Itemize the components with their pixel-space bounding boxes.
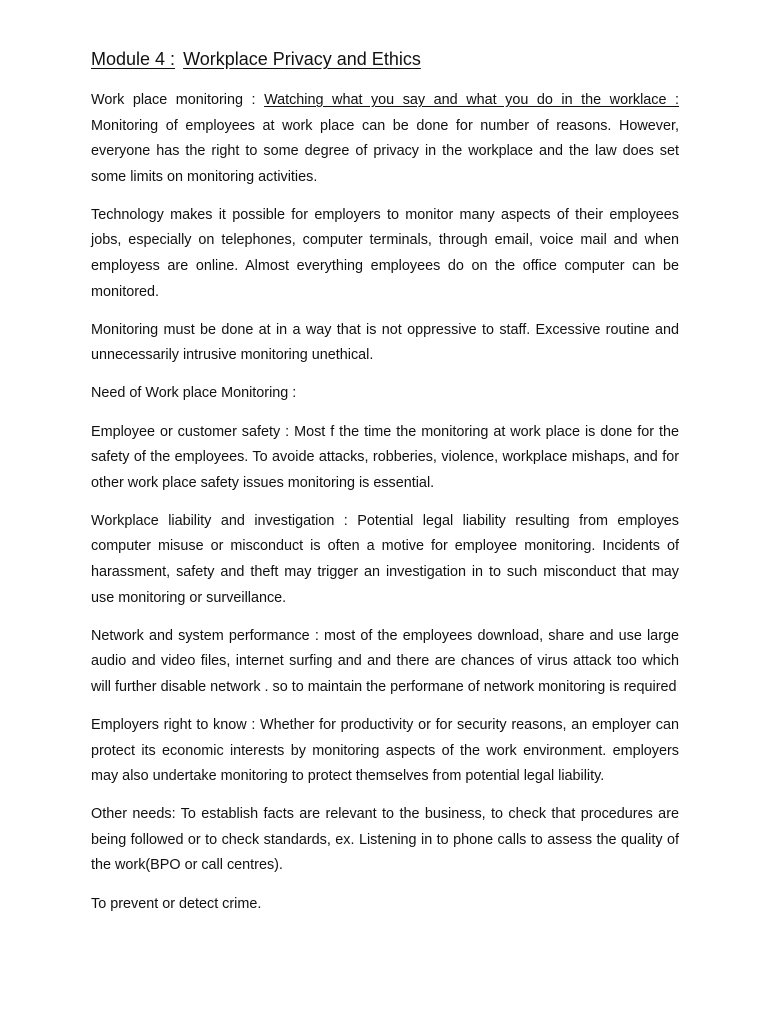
title-module: Module 4 :: [91, 49, 176, 69]
paragraph-work-place-monitoring: [91, 88, 679, 190]
paragraph-workplace-liability: Workplace liability and investigation : Potential legal liability resulting from employes computer misuse or misconduct is often a motive for employee monitoring. Incidents of harassment, safety and theft may trigger an investigation in to such misconduct that may use monitoring or surveillance.: [91, 512, 679, 606]
title-topic: Workplace Privacy and Ethics: [183, 49, 421, 69]
paragraph-label: Work place monitoring :: [91, 92, 256, 108]
document-body: [91, 88, 679, 930]
paragraph-other-needs: Other needs: To establish facts are relevant to the business, to check that procedures are being followed or to check standards, ex. Listening in to phone calls to assess the quality of the work(BPO or call centres).: [91, 806, 679, 874]
paragraph-employee-safety: Employee or customer safety : Most f the time the monitoring at work place is done for the safety of the employees. To avoide attacks, robberies, violence, workplace mishaps, and for other work place safety issues monitoring is essential.: [91, 423, 679, 491]
underlined-phrase: Watching what you say and what you do in the worklace :: [264, 92, 680, 108]
paragraph-prevent-crime: To prevent or detect crime.: [91, 895, 262, 912]
page-title: [91, 47, 421, 71]
paragraph-employers-right: Employers right to know : Whether for productivity or for security reasons, an employer can protect its economic interests by monitoring aspects of the work environment. employers may also undertake monitoring to protect themselves from potential legal liability.: [91, 716, 679, 785]
paragraph-text: Monitoring of employees at work place can be done for number of reasons. However, everyone has the right to some degree of privacy in the workplace and the law does set some limits on monitoring activities.: [91, 117, 679, 185]
paragraph-network-performance: Network and system performance : most of the employees download, share and use large audio and video files, internet surfing and and there are chances of virus attack too which will further disable network . so to maintain the performane of network monitoring is required: [91, 627, 679, 695]
section-heading-need-of-monitoring: Need of Work place Monitoring :: [91, 385, 297, 402]
paragraph-oppressive-monitoring: Monitoring must be done at in a way that is not oppressive to staff. Excessive routine and unnecessarily intrusive monitoring unethical.: [91, 321, 679, 364]
paragraph-technology: Technology makes it possible for employers to monitor many aspects of their employees jobs, especially on telephones, computer terminals, through email, voice mail and when employess are online. Almost everything employees do on the office computer can be monitored.: [91, 206, 679, 300]
